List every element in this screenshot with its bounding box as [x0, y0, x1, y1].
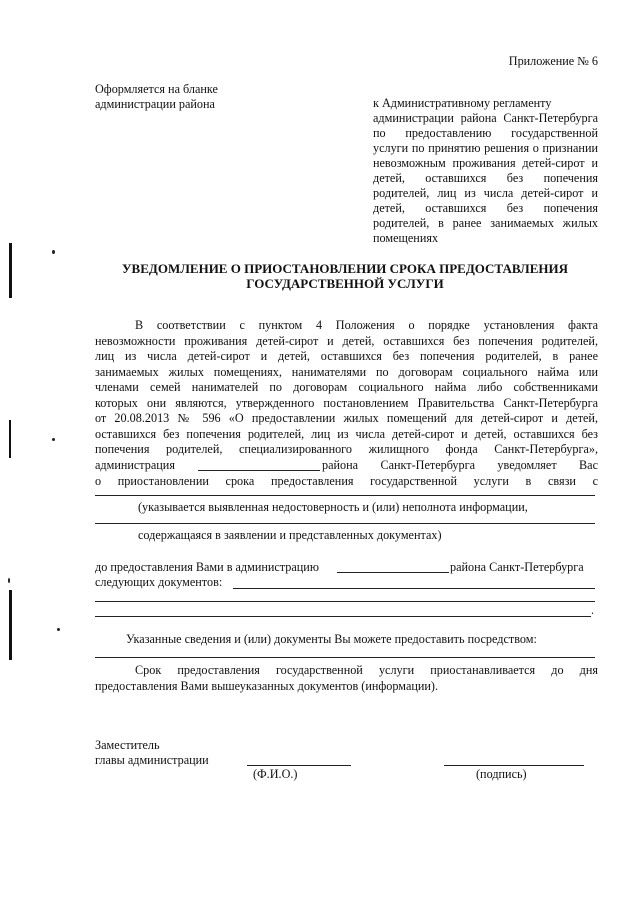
admin-word: администрация — [95, 458, 175, 472]
signatory-role-line: Заместитель — [95, 738, 160, 752]
district-name-blank[interactable] — [337, 572, 449, 573]
signatory-role-line: главы администрации — [95, 753, 209, 767]
regulation-reference — [373, 96, 598, 246]
reference-line: помещениях — [373, 231, 439, 245]
district-name-blank[interactable] — [198, 470, 320, 471]
reference-line: услуги по принятию решения о признании — [373, 141, 598, 155]
reason-note: содержащаяся в заявлении и представленных документах) — [138, 528, 442, 542]
paragraph-line: В соответствии с пунктом 4 Положения о порядке установления факта — [135, 318, 598, 332]
scan-speck — [57, 628, 60, 631]
scan-speck — [52, 250, 55, 254]
scan-speck — [52, 438, 55, 441]
period-mark: . — [591, 603, 595, 617]
paragraph-line: о приостановлении срока предоставления государственной услуги в связи с — [95, 474, 598, 488]
signatory-role — [95, 738, 209, 768]
reference-line: администрации района Санкт-Петербурга — [373, 111, 598, 125]
paragraph-line: которых они являются, утвержденного постановлением Правительства Санкт-Петербурга — [95, 395, 598, 410]
paragraph-line: попечения родителей, специализированного жилищного фонда Санкт-Петербурга», — [95, 442, 598, 456]
reference-line: невозможным проживания детей-сирот и — [373, 156, 598, 170]
documents-blank[interactable] — [95, 601, 595, 602]
title-line: ГОСУДАРСТВЕННОЙ УСЛУГИ — [246, 276, 444, 291]
reference-line: детей, оставшихся без попечения — [373, 171, 598, 185]
reference-line: детей, оставшихся без попечения — [373, 201, 598, 215]
document-title — [90, 261, 600, 291]
documents-blank[interactable] — [95, 616, 591, 617]
reference-line: родителей, лиц из числа детей-сирот и — [373, 186, 598, 200]
fio-caption: (Ф.И.О.) — [253, 767, 298, 781]
paragraph-line: членами семей нанимателей по договорам социального найма либо собственниками — [95, 380, 598, 394]
main-paragraph — [95, 318, 598, 458]
signature-blank[interactable] — [444, 765, 584, 766]
form-note — [95, 82, 218, 112]
paragraph-line: занимаемых жилых помещениях, нанимателями по договорам социального найма или — [95, 364, 598, 379]
paragraph-line: лиц из числа детей-сирот и детей, оставшихся без попечения родителей, в ранее — [95, 349, 598, 363]
fio-blank[interactable] — [247, 765, 351, 766]
paragraph-line: невозможности проживания детей-сирот и детей, оставшихся без попечения родителей, — [95, 333, 598, 348]
scan-mark — [9, 243, 12, 298]
form-note-line: администрации района — [95, 97, 215, 111]
reference-line: по предоставлению государственной — [373, 126, 598, 140]
scan-speck — [8, 578, 10, 583]
paragraph-line: оставшихся без попечения родителей, лиц из числа детей-сирот и детей, оставшихся без — [95, 426, 598, 441]
reference-line: к Административному регламенту — [373, 96, 552, 110]
suspension-line: предоставления Вами вышеуказанных документов (информации). — [95, 679, 439, 693]
following-documents-label: следующих документов: — [95, 575, 223, 589]
scan-mark — [9, 420, 11, 458]
admin-rest: района Санкт-Петербурга уведомляет Вас — [322, 458, 598, 472]
suspension-line: Срок предоставления государственной услуги приостанавливается до дня — [135, 663, 598, 677]
documents-blank[interactable] — [233, 588, 595, 589]
means-label: Указанные сведения и (или) документы Вы можете предоставить посредством: — [126, 632, 537, 646]
means-blank[interactable] — [95, 657, 595, 658]
form-note-line: Оформляется на бланке — [95, 82, 218, 96]
reason-note: (указывается выявленная недостоверность и (или) неполнота информации, — [138, 500, 528, 514]
until-suffix: района Санкт-Петербурга — [450, 560, 584, 574]
appendix-number: Приложение № 6 — [508, 54, 598, 68]
reason-blank[interactable] — [95, 495, 595, 496]
until-prefix: до предоставления Вами в администрацию — [95, 560, 319, 574]
paragraph-line: от 20.08.2013 № 596 «О предоставлении жилых помещений для детей-сирот и детей, — [95, 411, 598, 425]
scan-mark — [9, 590, 12, 660]
reference-line: родителей, в ранее занимаемых жилых — [373, 216, 598, 230]
title-line: УВЕДОМЛЕНИЕ О ПРИОСТАНОВЛЕНИИ СРОКА ПРЕДОСТАВЛЕНИЯ — [122, 261, 568, 276]
signature-caption: (подпись) — [476, 767, 527, 781]
reason-blank[interactable] — [95, 523, 595, 524]
